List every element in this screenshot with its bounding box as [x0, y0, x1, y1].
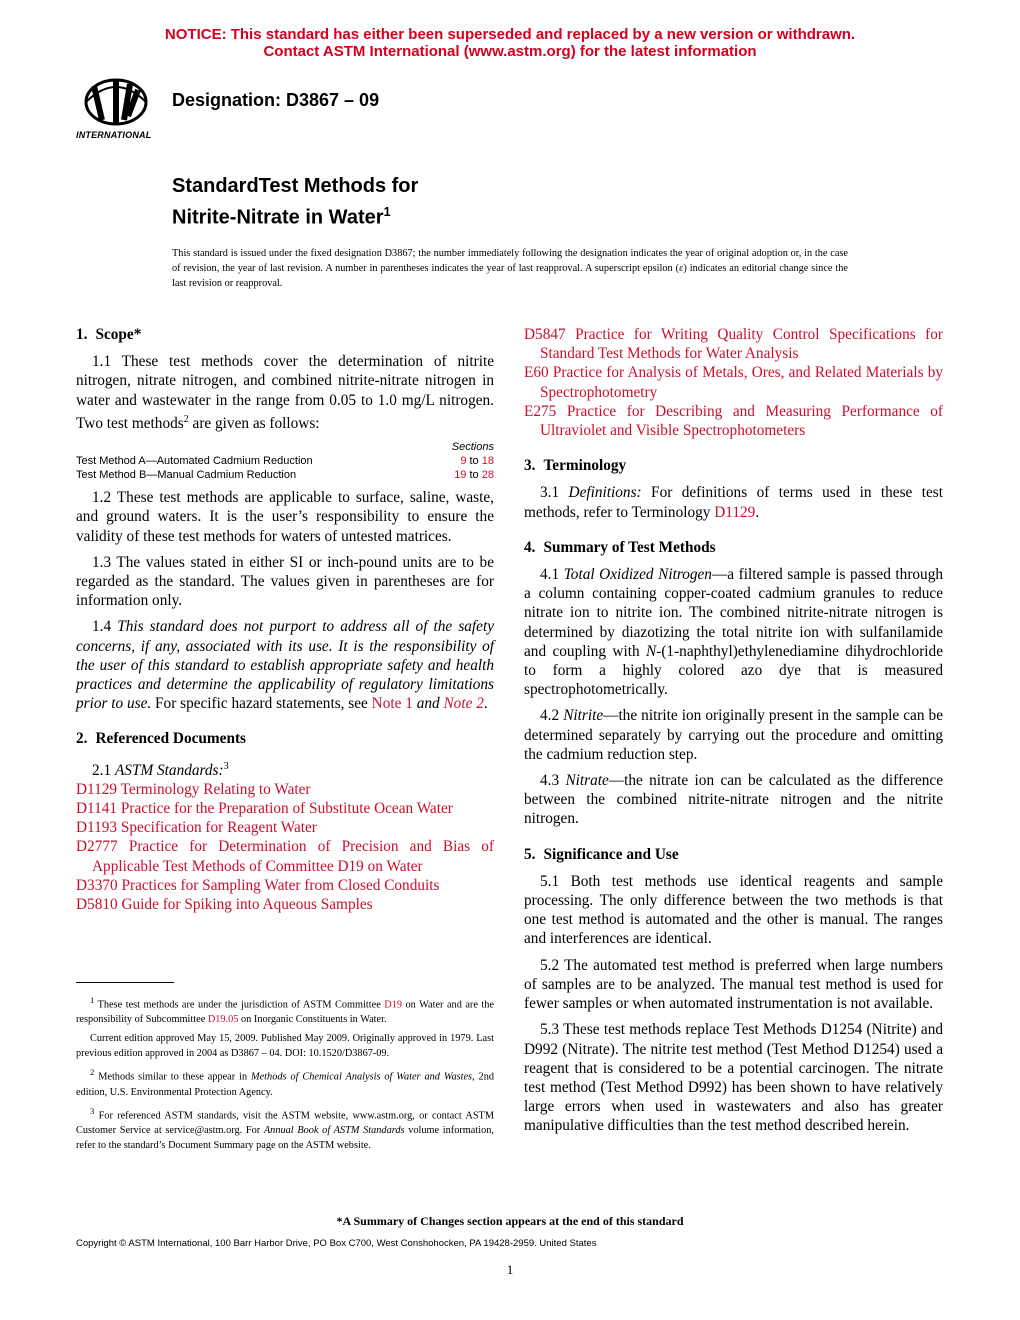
- para-3-1: 3.1 Definitions: For definitions of terms used in these test methods, refer to Terminology D1129.: [524, 484, 943, 521]
- page-number: 1: [506, 1262, 514, 1277]
- footnote-ref-2[interactable]: 2: [183, 413, 189, 425]
- reference-link[interactable]: D1129 Terminology Relating to Water: [76, 780, 311, 798]
- para-4-3: 4.3 Nitrate—the nitrate ion can be calculated as the difference between the combined nitrite-nitrate nitrogen and the nitrite nitrogen.: [524, 772, 943, 828]
- left-column: [76, 325, 494, 914]
- para-1-1: 1.1 These test methods cover the determination of nitrite nitrogen, nitrate nitrogen, and combined nitrite-nitrate nitrogen in water and wastewater in the range from 0.05 to 1.0 mg/L nitrogen. Two test methods$^2$ are given as follows:: [76, 353, 494, 432]
- subcommittee-link[interactable]: D19.05: [207, 1014, 239, 1026]
- section-link[interactable]: 9: [460, 455, 467, 468]
- logo-subtitle: INTERNATIONAL: [76, 130, 152, 140]
- note-1-link[interactable]: Note 1: [371, 695, 413, 713]
- methods-table-header: Sections: [451, 441, 494, 454]
- para-1-4: 1.4 This standard does not purport to address all of the safety concerns, if any, associated with its use. It is the responsibility of the user of this standard to establish appropriate safety and health practices and determine the applicability of regulatory limitations prior to use. For specific hazard statements, see Note 1 and Note 2.: [76, 618, 494, 713]
- methods-table: [76, 440, 494, 482]
- reference-link[interactable]: D5847 Practice for Writing Quality Control Specifications for Standard Test Methods for Water Analysis: [524, 326, 943, 363]
- title-footnote-ref[interactable]: 1: [383, 204, 391, 219]
- note-2-link[interactable]: Note 2: [443, 695, 484, 713]
- section-link[interactable]: 19: [454, 469, 467, 482]
- footnote-3: $^3$ For referenced ASTM standards, visit the ASTM website, www.astm.org, or contact ASTM Customer Service at service@astm.org. For Annual Book of ASTM Standards volume information, refer to the standard’s Document Summary page on the ASTM website.: [76, 1105, 494, 1152]
- para-5-2: 5.2 The automated test method is preferred when large numbers of samples are to be analyzed. The manual test method is used for fewer samples or when automated instrumentation is not available.: [524, 956, 943, 1013]
- committee-link[interactable]: D19: [384, 999, 403, 1011]
- issue-note: This standard is issued under the fixed designation D3867; the number immediately following the designation indicates the year of original adoption or, in the case of revision, the year of last revision. A number in parentheses indicates the year of last reapproval. A superscript epsilon (ε) indicates an editorial change since the last revision or reapproval.: [172, 248, 848, 289]
- section-heading-terminology: 3. Terminology: [524, 457, 627, 475]
- terminology-link[interactable]: D1129: [714, 503, 756, 521]
- right-column: [524, 325, 943, 1143]
- reference-link[interactable]: D5810 Guide for Spiking into Aqueous Samples: [76, 896, 373, 914]
- footnote-2: $^2$ Methods similar to these appear in Methods of Chemical Analysis of Water and Wastes, 2nd edition, U.S. Environmental Protection Agency.: [76, 1067, 494, 1098]
- section-heading-significance: 5. Significance and Use: [524, 845, 679, 863]
- section-link[interactable]: 18: [481, 455, 494, 468]
- para-5-1: 5.1 Both test methods use identical reagents and sample processing. The only difference between the two methods is that one test method is automated and the other is manual. The ranges and interferences are identical.: [524, 872, 943, 948]
- summary-of-changes-note: *A Summary of Changes section appears at the end of this standard: [336, 1214, 684, 1228]
- para-5-3: 5.3 These test methods replace Test Methods D1254 (Nitrite) and D992 (Nitrate). The nitrite test method (Test Method D1254) used a reagent that is considered to be a potential carcinogen. The nitrate test method (Test Method D992) has been shown to have relatively large errors when used in wastewaters and also has greater manipulative difficulties than the test method described herein.: [524, 1021, 943, 1135]
- footnotes: [76, 993, 494, 1157]
- footnote-1-edition: Current edition approved May 15, 2009. Published May 2009. Originally approved in 1979. Last previous edition approved in 2004 as D3867 – 04. DOI: 10.1520/D3867-09.: [76, 1033, 494, 1060]
- astm-logo: [72, 76, 160, 146]
- copyright: Copyright © ASTM International, 100 Barr Harbor Drive, PO Box C700, West Conshohocken, PA 19428-2959. United States: [76, 1238, 597, 1249]
- reference-link[interactable]: E275 Practice for Describing and Measuring Performance of Ultraviolet and Visible Spectrophotometers: [524, 402, 943, 440]
- reference-link[interactable]: D3370 Practices for Sampling Water from Closed Conduits: [76, 876, 440, 894]
- notice-line-1: NOTICE: This standard has either been superseded and replaced by a new version or withdrawn.: [164, 26, 856, 43]
- para-4-2: 4.2 Nitrite—the nitrite ion originally present in the sample can be determined separately by carrying out the procedure and omitting the cadmium reduction step.: [524, 707, 943, 763]
- footnote-ref-3[interactable]: 3: [223, 760, 229, 772]
- section-link[interactable]: 28: [481, 469, 494, 482]
- reference-link[interactable]: E60 Practice for Analysis of Metals, Ores, and Related Materials by Spectrophotometry: [524, 364, 943, 401]
- methods-table-row: Test Method B—Manual Cadmium Reduction 19 to 28: [76, 469, 494, 482]
- footnote-rule: [76, 982, 174, 983]
- para-2-1: 2.1 ASTM Standards:$^3$: [92, 760, 229, 779]
- designation: Designation: D3867 – 09: [172, 90, 380, 110]
- section-heading-summary: 4. Summary of Test Methods: [524, 538, 716, 556]
- reference-link[interactable]: D2777 Practice for Determination of Precision and Bias of Applicable Test Methods of Committee D19 on Water: [76, 838, 494, 875]
- para-1-2: 1.2 These test methods are applicable to surface, saline, waste, and ground waters. It is the user’s responsibility to ensure the validity of these test methods for waters of untested matrices.: [76, 489, 494, 545]
- reference-link[interactable]: D1193 Specification for Reagent Water: [76, 819, 317, 837]
- document-title: [172, 174, 418, 231]
- reference-link[interactable]: D1141 Practice for the Preparation of Substitute Ocean Water: [76, 800, 453, 818]
- section-heading-scope: 1. Scope*: [76, 326, 142, 343]
- section-heading-referenced-documents: 2. Referenced Documents: [76, 730, 247, 748]
- para-1-3: 1.3 The values stated in either SI or inch-pound units are to be regarded as the standard. The values given in parentheses are for information only.: [76, 553, 494, 610]
- withdrawal-notice: [0, 26, 1020, 60]
- title-line-2: Nitrite-Nitrate in Water$^1$: [172, 204, 391, 229]
- methods-table-row: Test Method A—Automated Cadmium Reduction 9 to 18: [76, 455, 494, 468]
- notice-line-2: Contact ASTM International (www.astm.org) for the latest information: [263, 43, 757, 60]
- para-4-1: 4.1 Total Oxidized Nitrogen—a filtered sample is passed through a column containing copper-coated cadmium granules to reduce nitrate ion to nitrite ion. The combined nitrite-nitrate nitrogen is determined by diazotizing the total nitrite ion with sulfanilamide and coupling with N-(1-naphthyl)ethylenediamine dihydrochloride to form a highly colored azo dye that is measured spectrophotometrically.: [524, 566, 944, 699]
- footnote-1: $^1$ These test methods are under the jurisdiction of ASTM Committee D19 on Water and are the responsibility of Subcommittee D19.05 on Inorganic Constituents in Water.: [76, 995, 494, 1026]
- title-line-1: StandardTest Methods for: [172, 175, 419, 197]
